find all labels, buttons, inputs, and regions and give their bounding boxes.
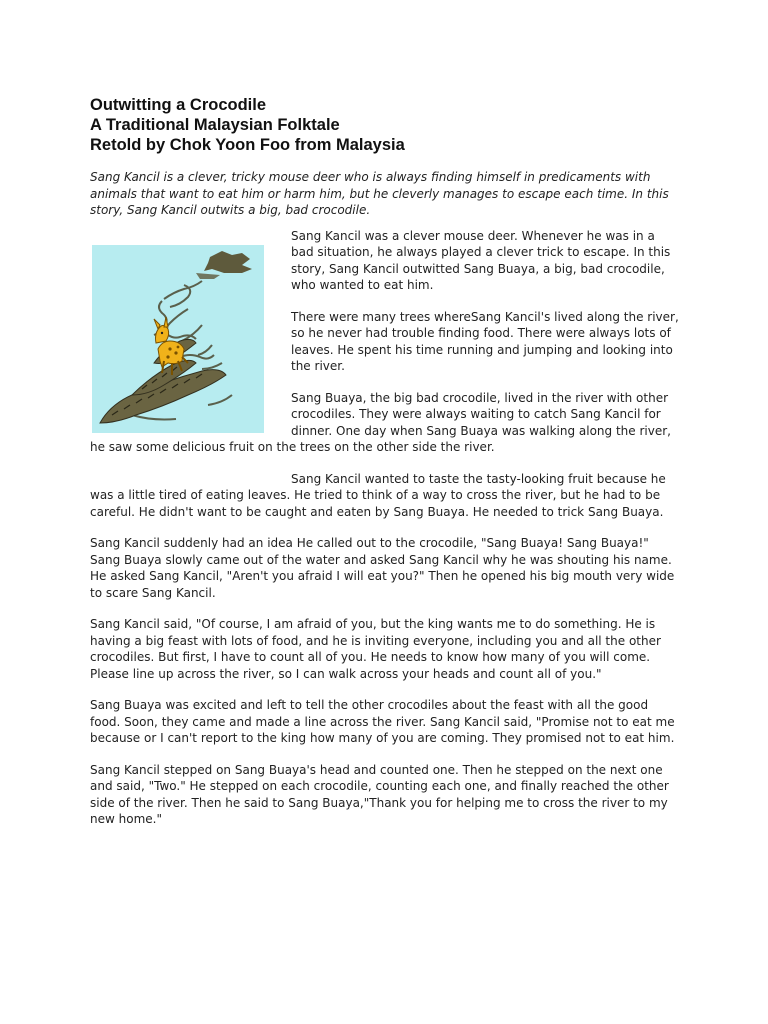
title-line-3: Retold by Chok Yoon Foo from Malaysia xyxy=(90,136,405,154)
title-line-2: A Traditional Malaysian Folktale xyxy=(90,116,340,134)
story-paragraph-3: Sang Buaya, the big bad crocodile, lived in the river with other crocodiles. They were always waiting to catch Sang Kancil for dinner. One day when Sang Buaya was walking along the river, he saw some delicious fruit on the trees on the other side the river. xyxy=(90,390,671,454)
document-page xyxy=(90,95,680,843)
intro-paragraph: Sang Kancil is a clever, tricky mouse deer who is always finding himself in predicaments with animals that want to eat him or harm him, but he cleverly manages to escape each time. In this story, Sang Kancil outwits a big, bad crocodile. xyxy=(90,170,669,217)
document-title xyxy=(90,95,680,155)
story-paragraph-7: Sang Buaya was excited and left to tell the other crocodiles about the feast with all the good food. Soon, they came and made a line across the river. Sang Kancil said, "Promise not to eat me because or I can't report to the king how many of you are coming. They promised not to eat him. xyxy=(90,698,675,745)
story-paragraph-4: Sang Kancil wanted to taste the tasty-looking fruit because he was a little tired of eating leaves. He tried to think of a way to cross the river, but he had to be careful. He didn't want to be caught and eaten by Sang Buaya. He needed to trick Sang Buaya. xyxy=(90,471,666,519)
story-paragraph-5: Sang Kancil suddenly had an idea He called out to the crocodile, "Sang Buaya! Sang Buaya!" Sang Buaya slowly came out of the water and asked Sang Kancil why he was shouting his name. He asked Sang Kancil, "Aren't you afraid I will eat you?" Then he opened his big mouth very wide to scare Sang Kancil. xyxy=(90,536,675,600)
story-paragraph-1: Sang Kancil was a clever mouse deer. Whenever he was in a bad situation, he always played a clever trick to escape. In this story, Sang Kancil outwitted Sang Buaya, a big, bad crocodile, who wanted to eat him. xyxy=(291,228,671,292)
story-paragraph-8: Sang Kancil stepped on Sang Buaya's head and counted one. Then he stepped on the next one and said, "Two." He stepped on each crocodile, counting each one, and finally reached the other side of the river. Then he said to Sang Buaya,"Thank you for helping me to cross the river to my new home." xyxy=(90,762,669,826)
crocodile-illustration xyxy=(92,245,264,433)
story-body xyxy=(90,228,680,828)
story-paragraph-2: There were many trees whereSang Kancil's lived along the river, so he never had trouble finding food. There were always lots of leaves. He spent his time running and jumping and looking into the river. xyxy=(291,309,679,373)
title-line-1: Outwitting a Crocodile xyxy=(90,96,266,114)
story-paragraph-6: Sang Kancil said, "Of course, I am afraid of you, but the king wants me to do something. He is having a big feast with lots of food, and he is inviting everyone, including you and all the other crocodiles. But first, I have to count all of you. He needs to know how many of you will come. Please line up across the river, so I can walk across your heads and count all of you." xyxy=(90,617,661,681)
